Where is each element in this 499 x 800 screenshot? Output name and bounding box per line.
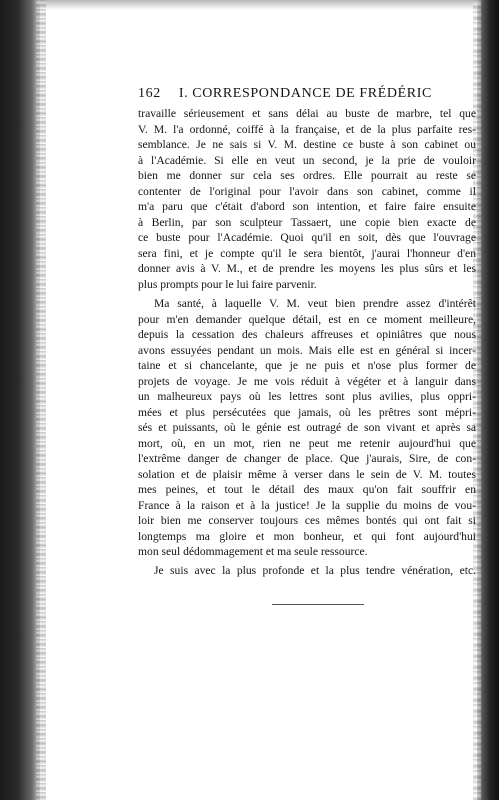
text-line: donner avis à V. M., et de prendre les moyens les plus sûrs et les (138, 262, 476, 275)
text-line: Je suis avec la plus profonde et la plus tendre vénération, etc. (154, 563, 476, 577)
text-line: loir bien me conserver toujours ces mêmes bontés qui ont fait si (138, 514, 476, 527)
text-line: semblance. Je ne sais si V. M. destine ce buste à son cabinet ou (138, 138, 476, 151)
text-line: V. M. l'a ordonné, coiffé à la française, et de la plus parfaite res- (138, 122, 476, 136)
scan-edge-noise-left (36, 0, 46, 800)
closing-line (138, 563, 476, 579)
text-line: mes peines, et tout le détail des maux qu'on fait souffrir en (138, 483, 476, 496)
text-line: avons essuyées pendant un mois. Mais elle est en général si incer- (138, 343, 476, 357)
scan-binding-shadow-left (0, 0, 40, 800)
text-line: France à la raison et à la justice! Je la supplie du moins de vou- (138, 498, 476, 512)
book-page (138, 86, 476, 578)
text-line: bien me donner sur cela ses ordres. Elle pourrait au reste se (138, 169, 476, 182)
text-line: mort, où, en un mot, rien ne peut me retenir aujourd'hui que (138, 436, 476, 450)
paragraph-1 (138, 106, 476, 292)
text-line: longtemps ma gloire et mon bonheur, et qui font aujourd'hui (138, 529, 476, 543)
text-line: m'a paru que c'était d'abord son intention, et faire faire ensuite (138, 200, 476, 213)
running-title: I. CORRESPONDANCE DE FRÉDÉRIC (178, 86, 432, 101)
running-head (138, 86, 476, 106)
text-line: contenter de l'original pour l'avoir dans son cabinet, comme il (138, 184, 476, 198)
text-line: à l'Académie. Si elle en veut un second, je la prie de vouloir (138, 153, 476, 167)
text-line: l'extrême danger de changer de place. Que j'aurais, Sire, de con- (138, 452, 476, 465)
text-line: Ma santé, à laquelle V. M. veut bien prendre assez d'intérêt (154, 297, 476, 310)
text-line: un malheureux pays où les lettres sont plus avilies, plus oppri- (138, 390, 476, 403)
text-line: depuis la cessation des chaleurs affreuses et opiniâtres que nous (138, 328, 476, 341)
text-line: sés et puissants, où le génie est outragé de son vivant et après sa (138, 421, 476, 434)
text-line: travaille sérieusement et sans délai au buste de marbre, tel que (138, 107, 476, 120)
text-line: solation et de plaisir même à verser dans le sein de V. M. toutes (138, 467, 476, 481)
text-line: taine et si chancelante, que je ne puis et n'ose plus former de (138, 359, 476, 372)
text-line: ce buste pour l'Académie. Quoi qu'il en soit, dès que l'ouvrage (138, 231, 476, 244)
text-line: projets de voyage. Je me vois réduit à végéter et à languir dans (138, 374, 476, 388)
text-line: mon seul dédommagement et ma seule ressource. (138, 545, 368, 558)
text-line: à Berlin, par son sculpteur Tassaert, une copie bien exacte de (138, 215, 476, 229)
page-number: 162 (138, 86, 161, 101)
text-line: plus prompts pour le lui faire parvenir. (138, 277, 317, 291)
section-rule (272, 604, 364, 605)
text-line: pour m'en demander quelque détail, est en ce moment meilleure, (138, 312, 476, 326)
scan-top-shadow (0, 0, 499, 10)
text-line: sera fini, et je compte qu'il le sera bientôt, j'aurai l'honneur d'en (138, 246, 476, 260)
text-line: mées et plus persécutées que jamais, où les prêtres sont mépri- (138, 405, 476, 419)
paragraph-2 (138, 296, 476, 560)
